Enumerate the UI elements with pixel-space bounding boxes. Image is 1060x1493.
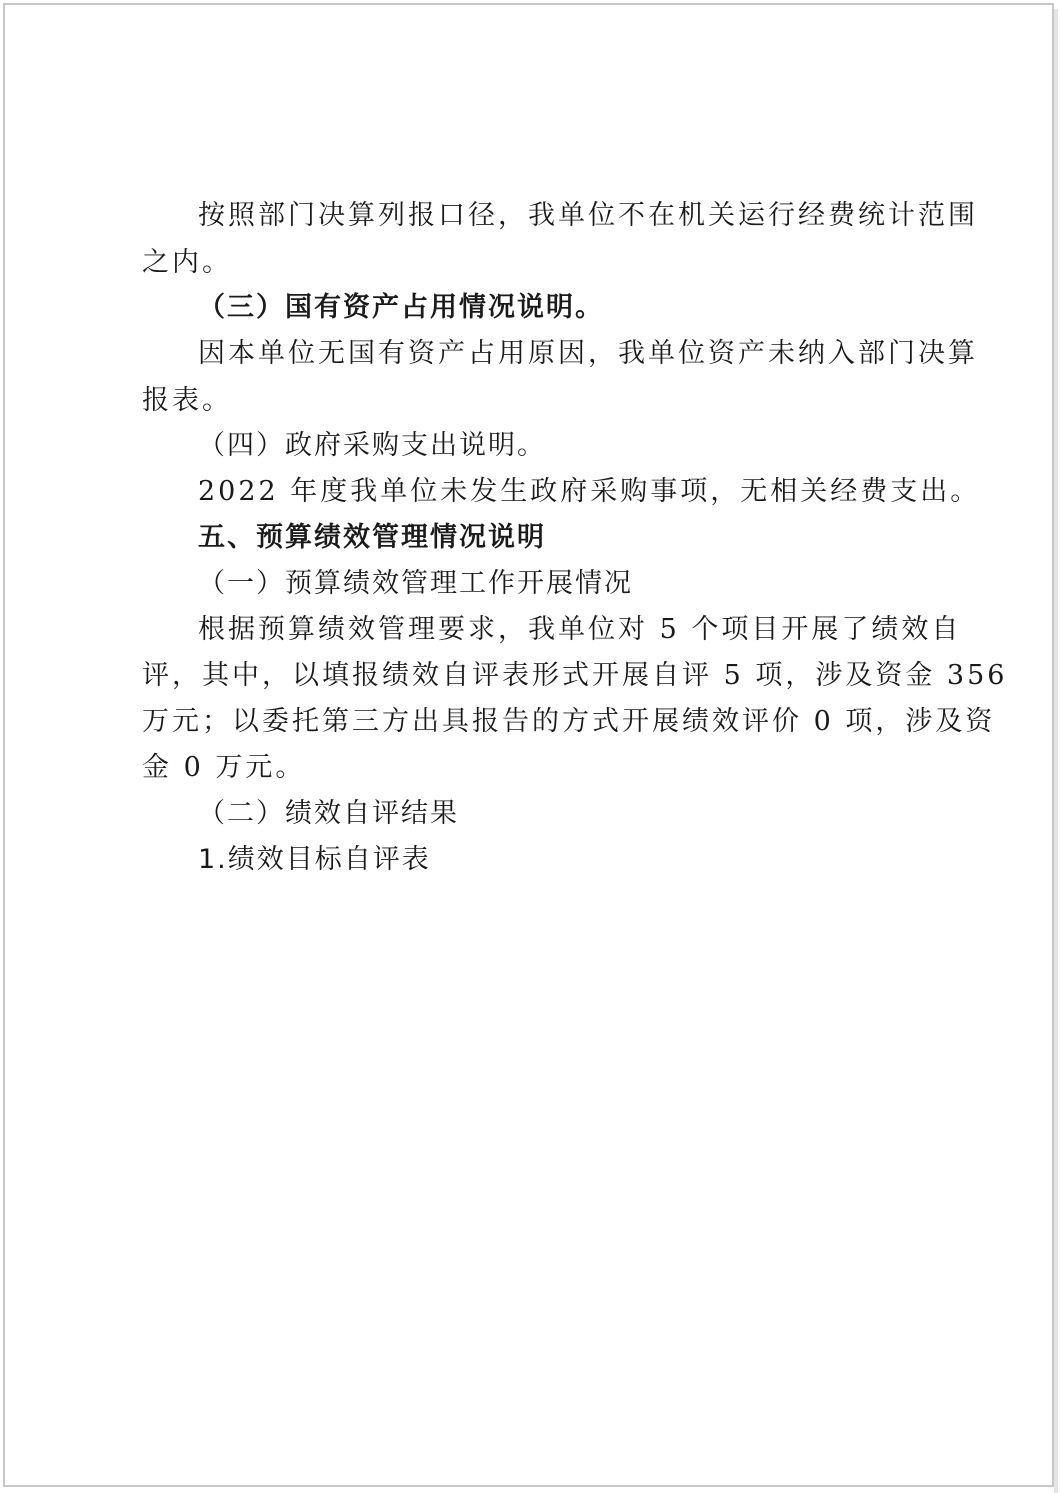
paragraph-line: 报表。 [142,385,232,416]
section-heading: 五、预算绩效管理情况说明 [198,522,546,553]
paragraph-line: 因本单位无国有资产占用原因，我单位资产未纳入部门决算 [198,338,978,369]
paragraph-line: 2022 年度我单位未发生政府采购事项，无相关经费支出。 [198,476,981,507]
section-subheading: （四）政府采购支出说明。 [198,430,546,461]
section-subheading: （三）国有资产占用情况说明。 [198,292,604,323]
paragraph-line: 之内。 [142,247,232,278]
paragraph-line: 金 0 万元。 [142,752,306,783]
section-subheading: （二）绩效自评结果 [198,798,459,829]
section-subheading: （一）预算绩效管理工作开展情况 [198,568,633,599]
section-subheading: 1.绩效目标自评表 [198,844,431,875]
paragraph-line: 评，其中，以填报绩效自评表形式开展自评 5 项，涉及资金 356 [142,660,1008,691]
paragraph-line: 根据预算绩效管理要求，我单位对 5 个项目开展了绩效自 [198,614,962,645]
paragraph-line: 按照部门决算列报口径，我单位不在机关运行经费统计范围 [198,200,978,231]
paragraph-line: 万元；以委托第三方出具报告的方式开展绩效评价 0 项，涉及资 [142,706,996,737]
